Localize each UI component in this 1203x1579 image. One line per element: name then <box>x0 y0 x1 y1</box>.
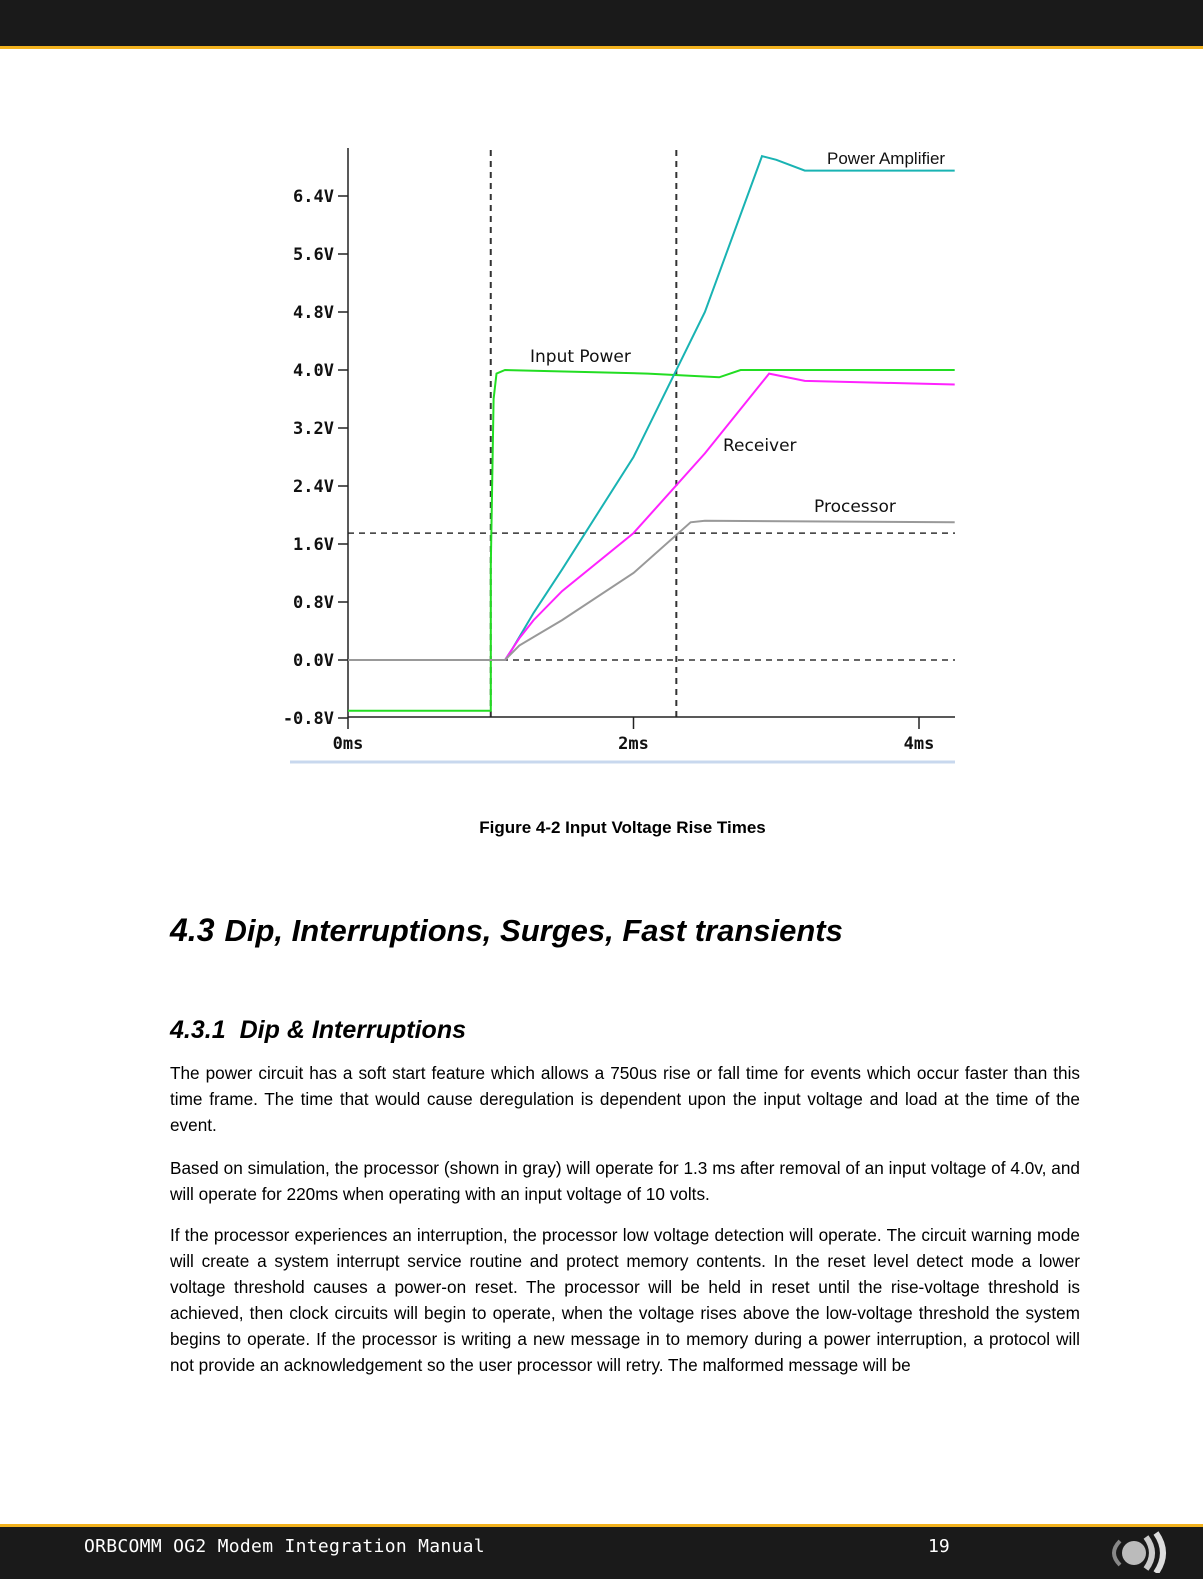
y-tick-label: -0.8V <box>282 709 334 729</box>
paragraph: If the processor experiences an interruption, the processor low voltage detection will operate. The circuit warning mode will create a system interrupt service routine and protect memory contents. In the reset level detect mode a lower voltage threshold causes a power-on reset. The processor will be held in reset until the rise-voltage threshold is achieved, then clock circuits will begin to operate, when the voltage rises above the low-voltage threshold the system begins to operate. If the processor is writing a new message in to memory during a power interruption, a protocol will not provide an acknowledgement so the user processor will retry. The malformed message will be <box>170 1225 1080 1375</box>
section-title: Dip, Interruptions, Surges, Fast transients <box>224 913 843 948</box>
y-tick-label: 5.6V <box>293 245 334 265</box>
subsection-heading <box>170 1016 466 1045</box>
x-tick-label: 2ms <box>618 734 649 754</box>
x-tick-label: 0ms <box>332 734 364 754</box>
y-tick-label: 0.0V <box>293 651 334 671</box>
y-tick-label: 4.0V <box>293 361 334 381</box>
series-label-processor: Processor <box>814 497 896 517</box>
y-tick-label: 6.4V <box>293 187 334 207</box>
series-label-input-power: Input Power <box>530 347 631 367</box>
figure-caption: Figure 4-2 Input Voltage Rise Times <box>479 818 766 837</box>
y-tick-label: 1.6V <box>293 535 334 555</box>
series-line-processor <box>348 521 955 660</box>
section-number: 4.3 <box>170 912 215 948</box>
footer-title: ORBCOMM OG2 Modem Integration Manual <box>84 1536 485 1557</box>
paragraph: Based on simulation, the processor (shown in gray) will operate for 1.3 ms after removal of an input voltage of 4.0v, and will operate for 220ms when operating with an input voltage of 10 volts. <box>170 1158 1080 1204</box>
series-label-receiver: Receiver <box>723 436 797 456</box>
y-tick-label: 4.8V <box>293 303 334 323</box>
series-line-power-amplifier <box>348 156 955 660</box>
orbcomm-logo-icon <box>1098 1529 1170 1573</box>
section-heading <box>170 912 843 949</box>
subsection-title: Dip & Interruptions <box>239 1016 466 1044</box>
x-tick-label: 4ms <box>903 734 935 754</box>
y-tick-label: 3.2V <box>293 419 334 439</box>
page-number: 19 <box>928 1536 950 1557</box>
series-label-power-amplifier: Power Amplifier <box>827 149 946 168</box>
paragraph: The power circuit has a soft start feature which allows a 750us rise or fall time for events which occur faster than this time frame. The time that would cause deregulation is dependent upon the input voltage and load at the time of the event. <box>170 1063 1080 1135</box>
y-tick-label: 2.4V <box>293 477 334 497</box>
y-tick-label: 0.8V <box>293 593 334 613</box>
subsection-number: 4.3.1 <box>170 1016 226 1044</box>
